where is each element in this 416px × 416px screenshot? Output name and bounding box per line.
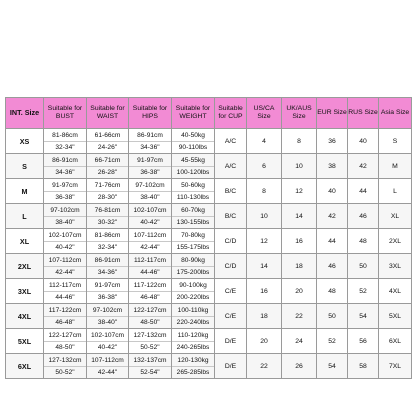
hips-cell-in: 36-38" xyxy=(140,168,160,176)
waist-cell-cm: 91-97cm xyxy=(87,280,128,292)
weight-cell-cm: 50-60kg xyxy=(172,180,214,192)
rus-size-cell: 52 xyxy=(348,279,379,304)
bust-cell xyxy=(44,279,87,304)
hips-cell-in: 46-48" xyxy=(140,293,160,301)
bust-cell-in: 32-34" xyxy=(55,143,75,151)
bust-cell-cm: 81-86cm xyxy=(44,130,86,142)
cup-cell: B/C xyxy=(215,204,247,229)
int-size-cell: 3XL xyxy=(6,279,44,304)
hips-cell-in: 40-42" xyxy=(140,218,160,226)
asia-size-cell: S xyxy=(379,129,412,154)
hips-cell xyxy=(129,254,172,279)
bust-cell xyxy=(44,354,87,379)
bust-cell-cm: 117-122cm xyxy=(44,305,86,317)
us-size-cell: 16 xyxy=(247,279,282,304)
weight-cell-cm: 80-90kg xyxy=(172,255,214,267)
table-row xyxy=(6,204,412,229)
hips-cell-cm: 91-97cm xyxy=(129,155,171,167)
waist-cell-in: 26-28" xyxy=(97,168,118,176)
cup-cell: A/C xyxy=(215,129,247,154)
bust-cell xyxy=(44,329,87,354)
int-size-cell: 6XL xyxy=(6,354,44,379)
eur-size-cell: 36 xyxy=(317,129,348,154)
weight-cell xyxy=(172,179,215,204)
bust-cell-in: 48-50" xyxy=(55,343,75,351)
cup-cell: A/C xyxy=(215,154,247,179)
waist-cell-cm: 81-86cm xyxy=(87,230,128,242)
waist-cell xyxy=(87,279,129,304)
waist-cell-cm: 107-112cm xyxy=(87,355,128,367)
rus-size-cell: 44 xyxy=(348,179,379,204)
waist-cell-cm: 61-66cm xyxy=(87,130,128,142)
us-size-cell: 18 xyxy=(247,304,282,329)
weight-cell xyxy=(172,154,215,179)
rus-size-cell: 56 xyxy=(348,329,379,354)
rus-size-cell: 54 xyxy=(348,304,379,329)
asia-size-cell: M xyxy=(379,154,412,179)
eur-size-cell: 46 xyxy=(317,254,348,279)
table-row xyxy=(6,129,412,154)
hips-cell-in: 50-52" xyxy=(140,343,160,351)
uk-size-cell: 22 xyxy=(282,304,317,329)
bust-cell-cm: 91-97cm xyxy=(44,180,86,192)
rus-size-cell: 46 xyxy=(348,204,379,229)
waist-cell xyxy=(87,254,129,279)
bust-cell xyxy=(44,154,87,179)
bust-cell-in: 50-52" xyxy=(55,368,75,376)
waist-cell xyxy=(87,354,129,379)
int-size-cell: M xyxy=(6,179,44,204)
waist-cell-cm: 102-107cm xyxy=(87,330,128,342)
cup-cell: D/E xyxy=(215,354,247,379)
table-row xyxy=(6,229,412,254)
asia-size-cell: 2XL xyxy=(379,229,412,254)
eur-size-cell: 52 xyxy=(317,329,348,354)
bust-cell-cm: 127-132cm xyxy=(44,355,86,367)
weight-cell xyxy=(172,204,215,229)
weight-cell-in: 155-175lbs xyxy=(176,243,210,251)
hips-cell-in: 48-50" xyxy=(140,318,160,326)
hips-cell xyxy=(129,129,172,154)
uk-size-cell: 26 xyxy=(282,354,317,379)
int-size-cell: S xyxy=(6,154,44,179)
weight-cell-in: 220-240lbs xyxy=(176,318,210,326)
table-row xyxy=(6,354,412,379)
waist-cell-cm: 86-91cm xyxy=(87,255,128,267)
bust-cell-in: 44-46" xyxy=(55,293,75,301)
weight-cell xyxy=(172,229,215,254)
table-row xyxy=(6,329,412,354)
asia-size-cell: XL xyxy=(379,204,412,229)
header-uk-size: UK/AUS Size xyxy=(282,98,317,129)
us-size-cell: 8 xyxy=(247,179,282,204)
hips-cell xyxy=(129,304,172,329)
cup-cell: D/E xyxy=(215,329,247,354)
bust-cell-in: 34-36" xyxy=(55,168,75,176)
weight-cell-cm: 90-100kg xyxy=(172,280,214,292)
hips-cell-cm: 117-122cm xyxy=(129,280,171,292)
hips-cell-in: 38-40" xyxy=(140,193,160,201)
eur-size-cell: 40 xyxy=(317,179,348,204)
weight-cell-in: 200-220lbs xyxy=(176,293,210,301)
bust-cell xyxy=(44,304,87,329)
weight-cell-cm: 40-50kg xyxy=(172,130,214,142)
hips-cell-in: 34-36" xyxy=(140,143,160,151)
cup-cell: C/E xyxy=(215,279,247,304)
waist-cell-in: 30-32" xyxy=(97,218,118,226)
weight-cell-cm: 45-55kg xyxy=(172,155,214,167)
weight-cell-in: 175-200lbs xyxy=(176,268,210,276)
weight-cell-cm: 60-70kg xyxy=(172,205,214,217)
waist-cell-in: 28-30" xyxy=(97,193,118,201)
waist-cell-in: 32-34" xyxy=(97,243,118,251)
hips-cell-cm: 102-107cm xyxy=(129,205,171,217)
eur-size-cell: 54 xyxy=(317,354,348,379)
bust-cell-cm: 97-102cm xyxy=(44,205,86,217)
hips-cell xyxy=(129,229,172,254)
table-row xyxy=(6,179,412,204)
uk-size-cell: 24 xyxy=(282,329,317,354)
hips-cell-cm: 132-137cm xyxy=(129,355,171,367)
bust-cell-in: 40-42" xyxy=(55,243,75,251)
asia-size-cell: 4XL xyxy=(379,279,412,304)
asia-size-cell: 3XL xyxy=(379,254,412,279)
int-size-cell: L xyxy=(6,204,44,229)
us-size-cell: 20 xyxy=(247,329,282,354)
bust-cell xyxy=(44,204,87,229)
eur-size-cell: 48 xyxy=(317,279,348,304)
weight-cell-cm: 110-120kg xyxy=(172,330,214,342)
waist-cell-in: 34-36" xyxy=(97,268,118,276)
table-row xyxy=(6,279,412,304)
weight-cell xyxy=(172,304,215,329)
cup-cell: C/E xyxy=(215,304,247,329)
rus-size-cell: 48 xyxy=(348,229,379,254)
cup-cell: B/C xyxy=(215,179,247,204)
header-bust: Suitable for BUST xyxy=(44,98,87,129)
int-size-cell: 4XL xyxy=(6,304,44,329)
us-size-cell: 12 xyxy=(247,229,282,254)
table-row xyxy=(6,154,412,179)
waist-cell xyxy=(87,204,129,229)
int-size-cell: 5XL xyxy=(6,329,44,354)
bust-cell-cm: 107-112cm xyxy=(44,255,86,267)
uk-size-cell: 10 xyxy=(282,154,317,179)
waist-cell xyxy=(87,154,129,179)
waist-cell-in: 36-38" xyxy=(97,293,118,301)
hips-cell-in: 52-54" xyxy=(140,368,160,376)
bust-cell-cm: 112-117cm xyxy=(44,280,86,292)
size-chart-table xyxy=(5,97,412,379)
weight-cell-in: 100-120lbs xyxy=(176,168,210,176)
bust-cell-in: 38-40" xyxy=(55,218,75,226)
bust-cell xyxy=(44,129,87,154)
hips-cell-cm: 122-127cm xyxy=(129,305,171,317)
uk-size-cell: 14 xyxy=(282,204,317,229)
us-size-cell: 10 xyxy=(247,204,282,229)
hips-cell xyxy=(129,329,172,354)
bust-cell xyxy=(44,179,87,204)
bust-cell-cm: 122-127cm xyxy=(44,330,86,342)
header-hips: Suitable for HIPS xyxy=(129,98,172,129)
hips-cell-cm: 97-102cm xyxy=(129,180,171,192)
waist-cell-in: 24-26" xyxy=(97,143,118,151)
size-chart xyxy=(5,97,412,379)
bust-cell-in: 42-44" xyxy=(55,268,75,276)
header-waist: Suitable for WAIST xyxy=(87,98,129,129)
hips-cell xyxy=(129,204,172,229)
weight-cell-cm: 70-80kg xyxy=(172,230,214,242)
hips-cell xyxy=(129,179,172,204)
bust-cell xyxy=(44,229,87,254)
waist-cell-cm: 71-76cm xyxy=(87,180,128,192)
weight-cell xyxy=(172,329,215,354)
asia-size-cell: L xyxy=(379,179,412,204)
table-row xyxy=(6,304,412,329)
weight-cell-in: 265-285lbs xyxy=(176,368,210,376)
header-rus-size: RUS Size xyxy=(348,98,379,129)
waist-cell-cm: 66-71cm xyxy=(87,155,128,167)
weight-cell xyxy=(172,129,215,154)
weight-cell xyxy=(172,354,215,379)
hips-cell-cm: 112-117cm xyxy=(129,255,171,267)
bust-cell-in: 46-48" xyxy=(55,318,75,326)
waist-cell-in: 42-44" xyxy=(97,368,118,376)
waist-cell xyxy=(87,129,129,154)
waist-cell-in: 38-40" xyxy=(97,318,118,326)
int-size-cell: 2XL xyxy=(6,254,44,279)
int-size-cell: XL xyxy=(6,229,44,254)
waist-cell xyxy=(87,179,129,204)
int-size-cell: XS xyxy=(6,129,44,154)
eur-size-cell: 38 xyxy=(317,154,348,179)
hips-cell xyxy=(129,354,172,379)
weight-cell-in: 240-265lbs xyxy=(176,343,210,351)
bust-cell xyxy=(44,254,87,279)
hips-cell xyxy=(129,279,172,304)
rus-size-cell: 40 xyxy=(348,129,379,154)
eur-size-cell: 44 xyxy=(317,229,348,254)
hips-cell-cm: 86-91cm xyxy=(129,130,171,142)
uk-size-cell: 8 xyxy=(282,129,317,154)
hips-cell-cm: 107-112cm xyxy=(129,230,171,242)
cup-cell: C/D xyxy=(215,254,247,279)
asia-size-cell: 6XL xyxy=(379,329,412,354)
asia-size-cell: 7XL xyxy=(379,354,412,379)
uk-size-cell: 18 xyxy=(282,254,317,279)
header-cup: Suitable for CUP xyxy=(215,98,247,129)
header-us-size: US/CA Size xyxy=(247,98,282,129)
rus-size-cell: 50 xyxy=(348,254,379,279)
waist-cell-cm: 97-102cm xyxy=(87,305,128,317)
waist-cell-in: 40-42" xyxy=(97,343,118,351)
us-size-cell: 6 xyxy=(247,154,282,179)
weight-cell xyxy=(172,279,215,304)
header-asia-size: Asia Size xyxy=(379,98,412,129)
hips-cell-in: 42-44" xyxy=(140,243,160,251)
rus-size-cell: 42 xyxy=(348,154,379,179)
us-size-cell: 14 xyxy=(247,254,282,279)
asia-size-cell: 5XL xyxy=(379,304,412,329)
weight-cell-in: 110-130lbs xyxy=(176,193,210,201)
uk-size-cell: 16 xyxy=(282,229,317,254)
header-row xyxy=(6,98,412,129)
weight-cell-cm: 100-110kg xyxy=(172,305,214,317)
waist-cell xyxy=(87,329,129,354)
eur-size-cell: 42 xyxy=(317,204,348,229)
eur-size-cell: 50 xyxy=(317,304,348,329)
hips-cell xyxy=(129,154,172,179)
waist-cell xyxy=(87,229,129,254)
cup-cell: C/D xyxy=(215,229,247,254)
weight-cell-in: 90-110lbs xyxy=(178,143,208,151)
table-row xyxy=(6,254,412,279)
bust-cell-cm: 86-91cm xyxy=(44,155,86,167)
header-weight: Suitable for WEIGHT xyxy=(172,98,215,129)
waist-cell xyxy=(87,304,129,329)
header-int-size: INT. Size xyxy=(6,98,44,129)
hips-cell-in: 44-46" xyxy=(140,268,160,276)
bust-cell-cm: 102-107cm xyxy=(44,230,86,242)
uk-size-cell: 12 xyxy=(282,179,317,204)
header-eur-size: EUR Size xyxy=(317,98,348,129)
weight-cell xyxy=(172,254,215,279)
weight-cell-cm: 120-130kg xyxy=(172,355,214,367)
rus-size-cell: 58 xyxy=(348,354,379,379)
hips-cell-cm: 127-132cm xyxy=(129,330,171,342)
us-size-cell: 4 xyxy=(247,129,282,154)
bust-cell-in: 36-38" xyxy=(55,193,75,201)
uk-size-cell: 20 xyxy=(282,279,317,304)
waist-cell-cm: 76-81cm xyxy=(87,205,128,217)
weight-cell-in: 130-155lbs xyxy=(176,218,210,226)
us-size-cell: 22 xyxy=(247,354,282,379)
